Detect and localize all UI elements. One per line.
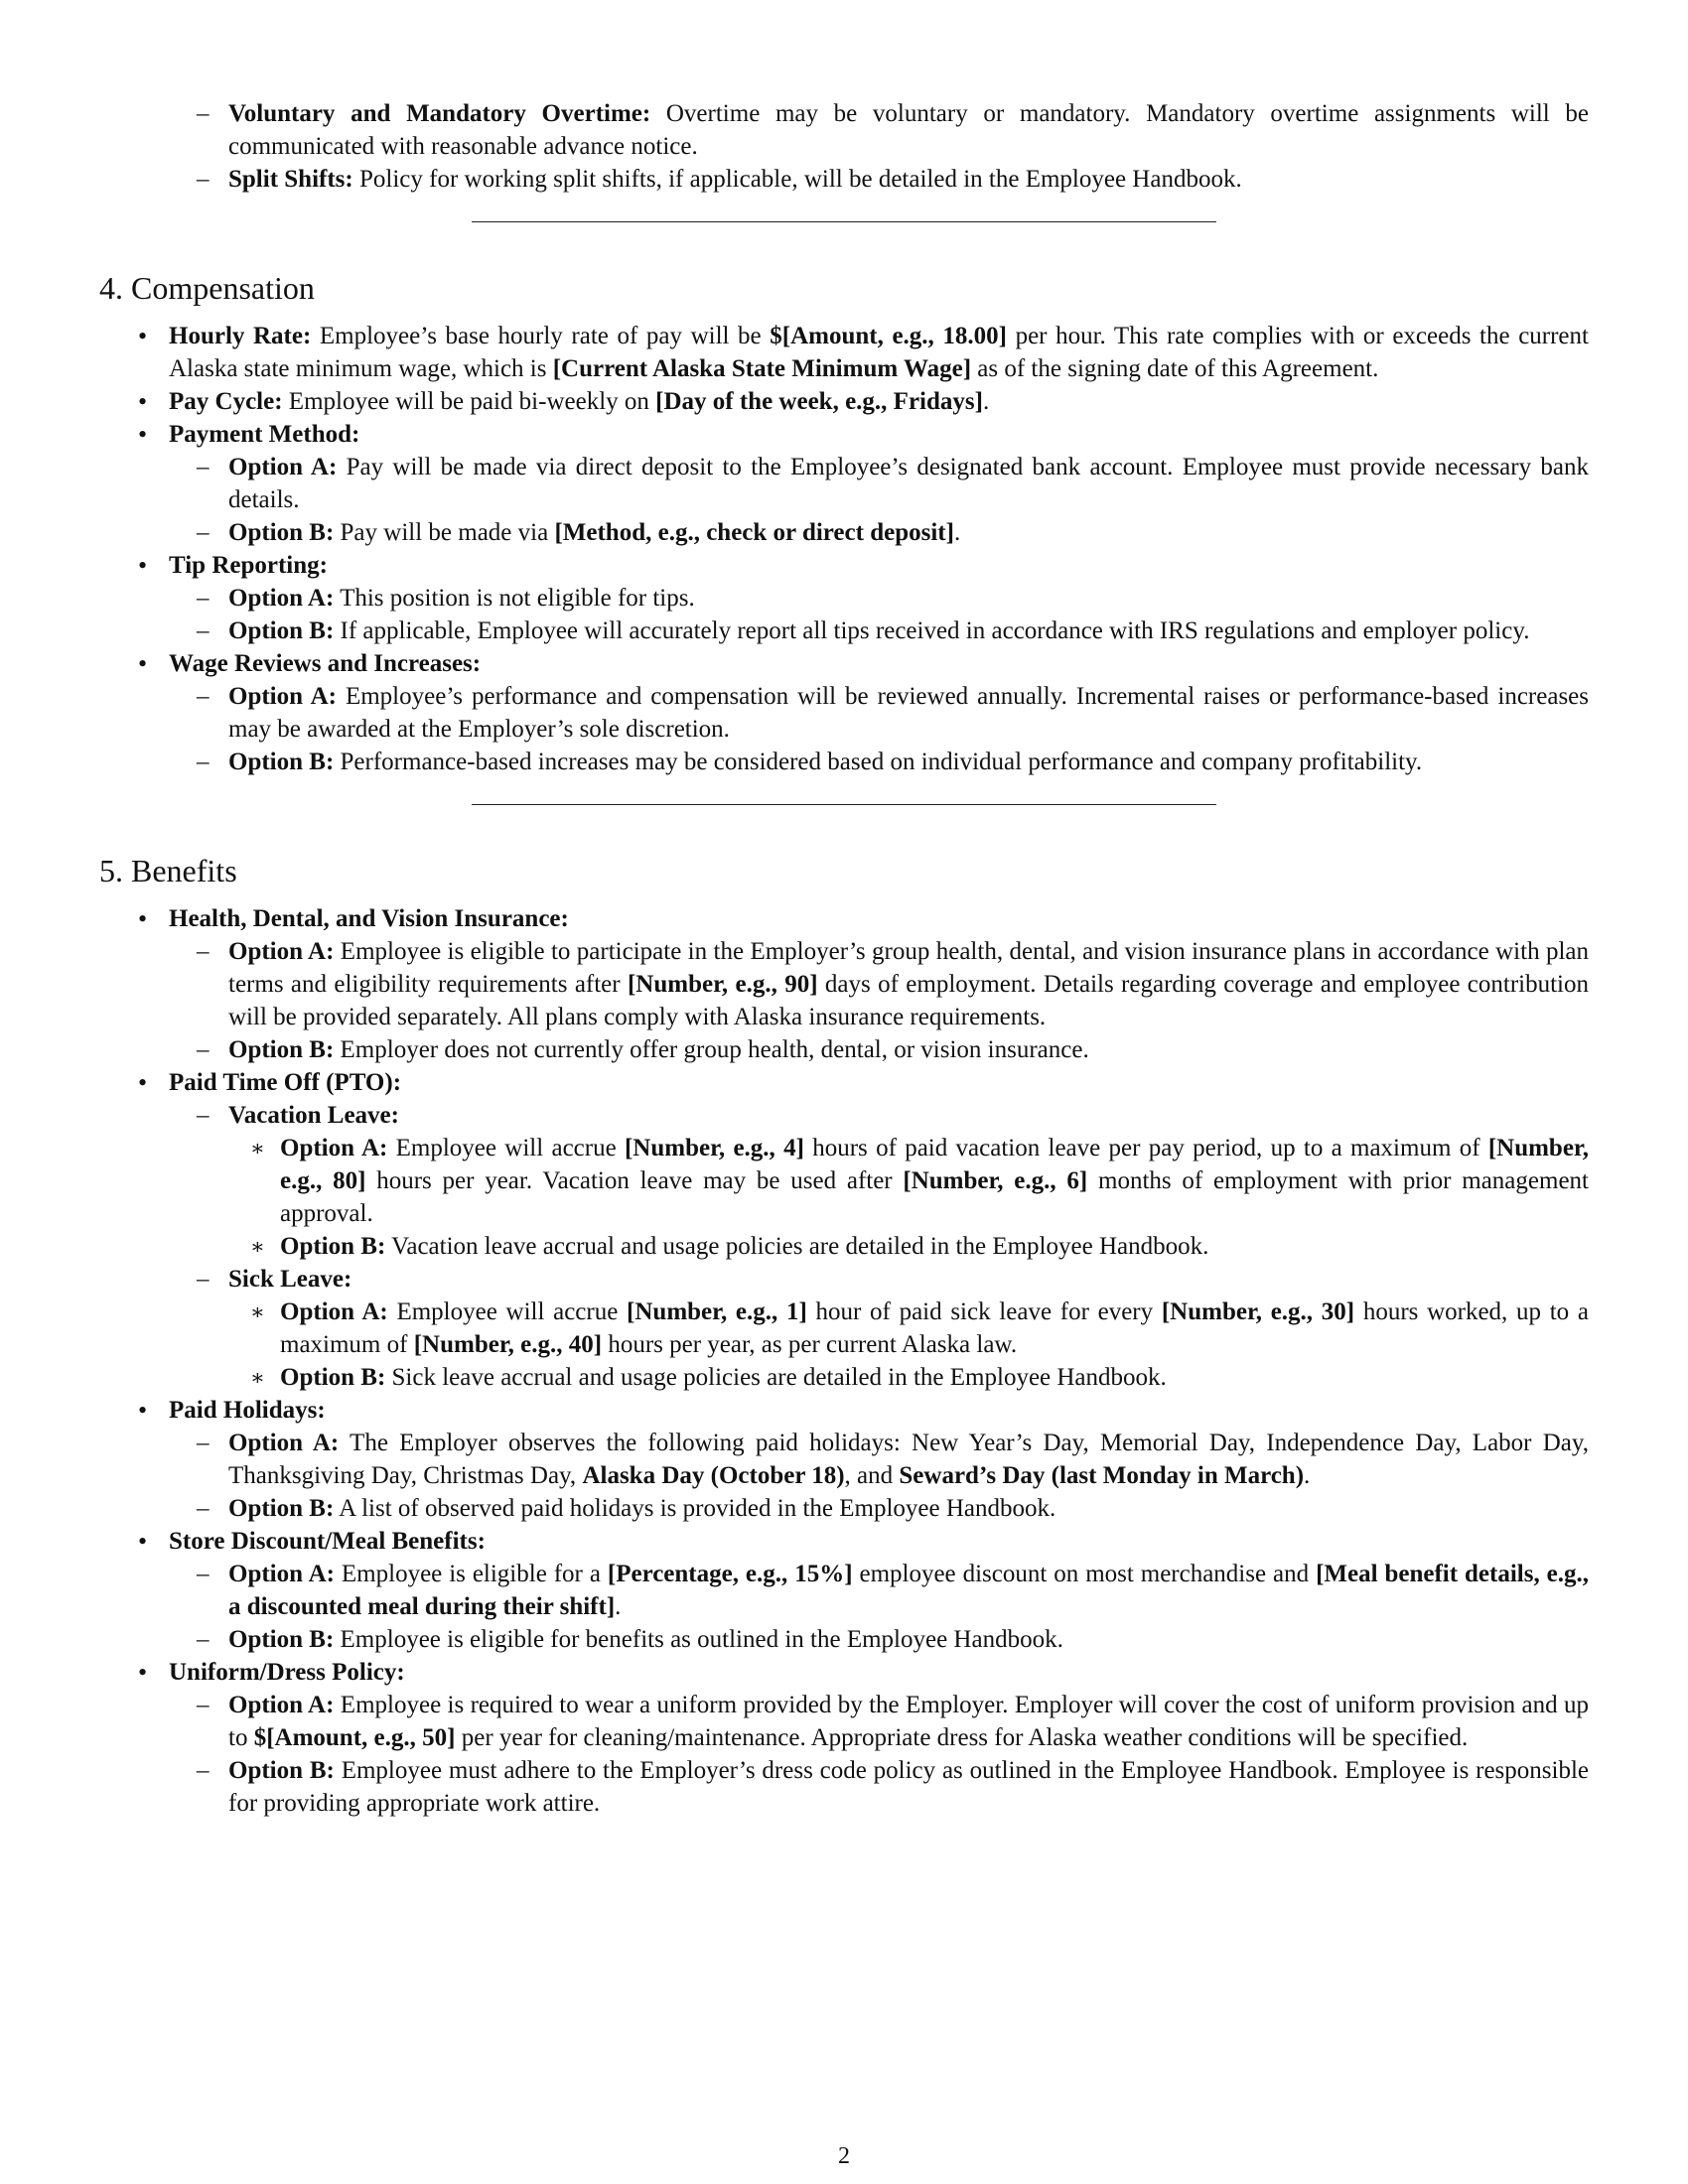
list-item-store-discount: • Store Discount/Meal Benefits: xyxy=(138,1527,486,1556)
benefits-list xyxy=(99,902,1589,1820)
bullet: • xyxy=(138,649,148,678)
dash-bullet: – xyxy=(197,1036,210,1063)
dash-bullet: – xyxy=(197,454,210,480)
list-item: – Voluntary and Mandatory Overtime: Overtime may be voluntary or mandatory. Mandatory overtime assignments will be communicated with reasonable advance notice. xyxy=(99,97,1589,163)
dash-bullet: – xyxy=(197,683,210,710)
dash-bullet: – xyxy=(197,585,210,612)
list-item: ∗ Option B: Sick leave accrual and usage policies are detailed in the Employee Handbook. xyxy=(99,1361,1589,1394)
dash-bullet: – xyxy=(197,1102,210,1129)
dash-bullet: – xyxy=(197,1495,210,1522)
list-item-hourly-rate: • Hourly Rate: Employee’s base hourly rate of pay will be $[Amount, e.g., 18.00] per hour. This rate complies with or exceeds the current Alaska state minimum wage, which is [Current Alaska State Minimum Wage] as of the signing date of this Agreement. xyxy=(138,322,1589,382)
list-item: – Option B: Performance-based increases may be considered based on individual performance and company profitability. xyxy=(99,746,1589,778)
list-item: – Option A: Employee is eligible for a [Percentage, e.g., 15%] employee discount on most merchandise and [Meal benefit details, e.g., a discounted meal during their shift]. xyxy=(99,1558,1589,1623)
bullet: • xyxy=(138,1658,148,1687)
list-item: – Option A: This position is not eligible for tips. xyxy=(99,582,1589,614)
page-number: 2 xyxy=(838,2143,850,2169)
dash-bullet: – xyxy=(197,166,210,193)
list-item: – Option A: Pay will be made via direct deposit to the Employee’s designated bank account. Employee must provide necessary bank details. xyxy=(99,451,1589,516)
list-item-wage-reviews: • Wage Reviews and Increases: xyxy=(138,649,482,678)
asterisk-bullet: ∗ xyxy=(250,1234,265,1259)
bullet: • xyxy=(138,322,148,350)
dash-bullet: – xyxy=(197,1266,210,1293)
list-item: – Option B: If applicable, Employee will accurately report all tips received in accordance with IRS regulations and employer policy. xyxy=(99,614,1589,647)
list-item: – Option B: Employee must adhere to the Employer’s dress code policy as outlined in the Employee Handbook. Employee is responsible for providing appropriate work attire. xyxy=(99,1754,1589,1820)
bullet: • xyxy=(138,387,148,416)
list-item-pay-cycle: • Pay Cycle: Employee will be paid bi-weekly on [Day of the week, e.g., Fridays]. xyxy=(138,387,990,416)
dash-bullet: – xyxy=(197,100,210,127)
list-item-paid-holidays: • Paid Holidays: xyxy=(138,1396,326,1425)
list-item: – Option A: The Employer observes the following paid holidays: New Year’s Day, Memorial Day, Independence Day, Labor Day, Thanksgiving Day, Christmas Day, Alaska Day (October 18), and Seward’s Day (last Monday in March). xyxy=(99,1427,1589,1492)
list-item-health-insurance: • Health, Dental, and Vision Insurance: xyxy=(138,904,569,933)
dash-bullet: – xyxy=(197,1430,210,1456)
dash-bullet: – xyxy=(197,1626,210,1653)
page-content xyxy=(99,97,1589,1820)
asterisk-bullet: ∗ xyxy=(250,1365,265,1390)
list-item: – Option A: Employee’s performance and compensation will be reviewed annually. Incremental raises or performance-based increases may be awarded at the Employer’s sole discretion. xyxy=(99,680,1589,746)
dash-bullet: – xyxy=(197,1561,210,1587)
bullet: • xyxy=(138,1396,148,1425)
bullet: • xyxy=(138,1527,148,1556)
list-item: – Option A: Employee is required to wear a uniform provided by the Employer. Employer will cover the cost of uniform provision and up to $[Amount, e.g., 50] per year for cleaning/maintenance. Appropriate dress for Alaska weather conditions will be specified. xyxy=(99,1689,1589,1754)
list-item: – Split Shifts: Policy for working split shifts, if applicable, will be detailed in the Employee Handbook. xyxy=(99,163,1589,196)
bullet: • xyxy=(138,420,148,449)
list-item: – Option B: A list of observed paid holidays is provided in the Employee Handbook. xyxy=(99,1492,1589,1525)
list-item: ∗ Option A: Employee will accrue [Number, e.g., 1] hour of paid sick leave for every [Number, e.g., 30] hours worked, up to a maximum of [Number, e.g., 40] hours per year, as per current Alaska law. xyxy=(99,1296,1589,1361)
list-item: – Option B: Pay will be made via [Method, e.g., check or direct deposit]. xyxy=(99,516,1589,549)
dash-bullet: – xyxy=(197,1692,210,1718)
dash-bullet: – xyxy=(197,749,210,775)
list-item-tip-reporting: • Tip Reporting: xyxy=(138,551,328,580)
dash-bullet: – xyxy=(197,938,210,965)
list-item-payment-method: • Payment Method: xyxy=(138,420,360,449)
dash-bullet: – xyxy=(197,1757,210,1784)
list-item: – Option A: Employee is eligible to participate in the Employer’s group health, dental, and vision insurance plans in accordance with plan terms and eligibility requirements after [Number, e.g., 90] days of employment. Details regarding coverage and employee contribution will be provided separately. All plans comply with Alaska insurance requirements. xyxy=(99,935,1589,1033)
section-3-tail-list xyxy=(99,97,1589,196)
section-heading-benefits: 5. Benefits xyxy=(99,853,237,888)
bullet: • xyxy=(138,551,148,580)
dash-bullet: – xyxy=(197,617,210,644)
list-item: – Option B: Employee is eligible for benefits as outlined in the Employee Handbook. xyxy=(99,1623,1589,1656)
asterisk-bullet: ∗ xyxy=(250,1136,265,1160)
bullet: • xyxy=(138,904,148,933)
asterisk-bullet: ∗ xyxy=(250,1299,265,1324)
section-heading-compensation: 4. Compensation xyxy=(99,270,315,306)
compensation-list xyxy=(99,320,1589,778)
list-item-sick-leave: – Sick Leave: xyxy=(99,1263,1589,1296)
dash-bullet: – xyxy=(197,519,210,546)
section-divider xyxy=(472,804,1216,805)
list-item-vacation-leave: – Vacation Leave: xyxy=(99,1099,1589,1132)
list-item: ∗ Option B: Vacation leave accrual and usage policies are detailed in the Employee Handbook. xyxy=(99,1230,1589,1263)
list-item: ∗ Option A: Employee will accrue [Number, e.g., 4] hours of paid vacation leave per pay period, up to a maximum of [Number, e.g., 80] hours per year. Vacation leave may be used after [Number, e.g., 6] months of employment with prior management approval. xyxy=(99,1132,1589,1230)
list-item-paid-time-off: • Paid Time Off (PTO): xyxy=(138,1068,402,1097)
bullet: • xyxy=(138,1068,148,1097)
section-divider xyxy=(472,221,1216,222)
list-item-uniform-policy: • Uniform/Dress Policy: xyxy=(138,1658,405,1687)
list-item: – Option B: Employer does not currently offer group health, dental, or vision insurance. xyxy=(99,1033,1589,1066)
